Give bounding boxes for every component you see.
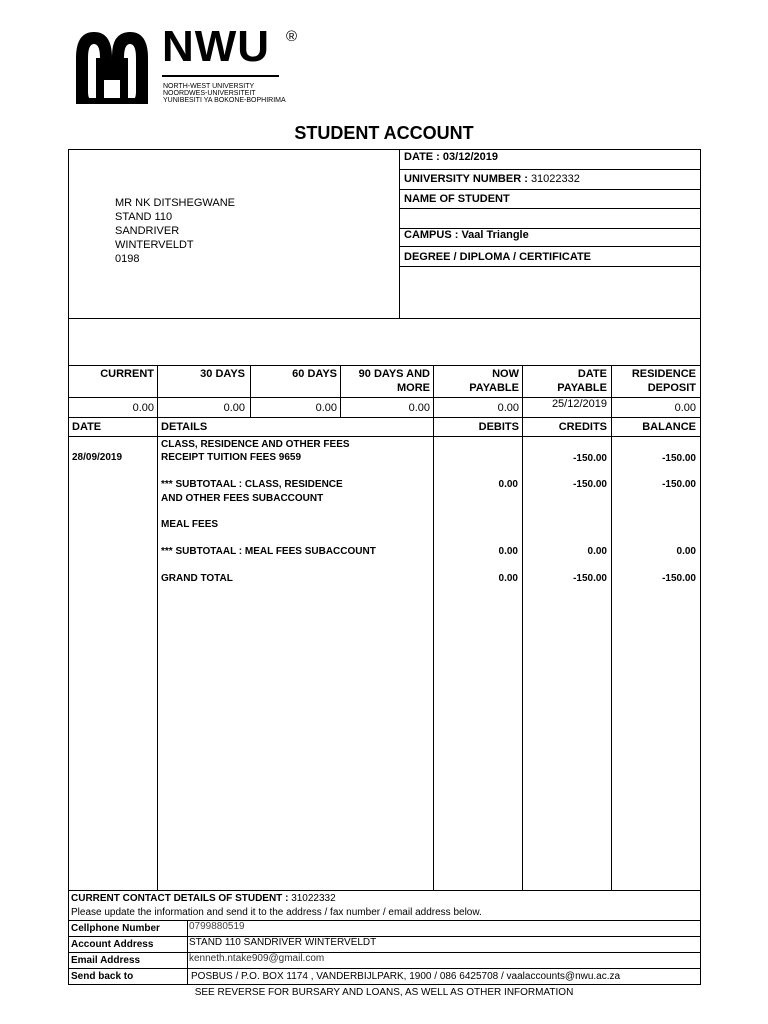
ledger-row-1-credit: -150.00	[573, 453, 607, 464]
ledger-row-2-balance: -150.00	[662, 479, 696, 490]
account-address-field[interactable]: STAND 110 SANDRIVER WINTERVELDT	[189, 937, 377, 948]
ledger-col-date: DATE	[72, 421, 102, 433]
ledger-row-2-details: *** SUBTOTAAL : CLASS, RESIDENCE	[161, 479, 343, 490]
aging-header-deposit-l1: RESIDENCE	[631, 368, 696, 380]
ledger-row-4-details: MEAL FEES	[161, 519, 219, 530]
aging-header-90-l2: MORE	[397, 382, 430, 394]
send-back-address: POSBUS / P.O. BOX 1174 , VANDERBIJLPARK, 1900 / 086 6425708 / vaalaccounts@nwu.ac.za	[191, 971, 621, 982]
ledger-row-6-debit: 0.00	[498, 573, 518, 584]
date-label: DATE : 03/12/2019	[404, 151, 498, 163]
cellphone-field[interactable]: 0799880519	[189, 921, 245, 932]
logo-line-1: NORTH-WEST UNIVERSITY	[163, 83, 255, 90]
logo-line-3: YUNIBESITI YA BOKONE-BOPHIRIMA	[163, 97, 286, 104]
ledger-row-2-debit: 0.00	[498, 479, 518, 490]
logo-brand: NWU	[162, 22, 271, 71]
ledger-row-5-details: *** SUBTOTAAL : MEAL FEES SUBACCOUNT	[161, 546, 376, 557]
university-number-value: 31022332	[530, 173, 580, 185]
address-line-3: SANDRIVER	[115, 225, 180, 237]
ledger-row-5-debit: 0.00	[498, 546, 518, 557]
aging-header-60: 60 DAYS	[292, 368, 337, 380]
aging-current: 0.00	[132, 402, 154, 414]
contact-heading-value: 31022332	[291, 893, 336, 904]
ledger-row-6-details: GRAND TOTAL	[161, 573, 233, 584]
ledger-row-0-details: CLASS, RESIDENCE AND OTHER FEES	[161, 439, 350, 450]
aging-header-date-l2: PAYABLE	[557, 382, 607, 394]
aging-date-payable: 25/12/2019	[551, 398, 607, 410]
campus-value: Vaal Triangle	[461, 229, 529, 241]
email-address-label: Email Address	[71, 955, 141, 966]
aging-90: 0.00	[408, 402, 430, 414]
ledger-row-5-credit: 0.00	[587, 546, 607, 557]
address-line-4: WINTERVELDT	[115, 239, 194, 251]
address-line-5: 0198	[115, 253, 140, 265]
logo-rule	[162, 75, 279, 77]
aging-30: 0.00	[223, 402, 245, 414]
aging-now-payable: 0.00	[497, 402, 519, 414]
cellphone-label: Cellphone Number	[71, 923, 160, 934]
logo-line-2: NOORDWES-UNIVERSITEIT	[163, 90, 256, 97]
name-of-student-label: NAME OF STUDENT	[404, 193, 510, 205]
aging-header-90-l1: 90 DAYS AND	[358, 368, 430, 380]
address-line-1: MR NK DITSHEGWANE	[115, 197, 235, 209]
nwu-emblem-icon	[72, 28, 152, 108]
ledger-row-1-balance: -150.00	[662, 453, 696, 464]
contact-heading: CURRENT CONTACT DETAILS OF STUDENT : 31022332	[71, 893, 336, 904]
university-number: UNIVERSITY NUMBER : 31022332	[404, 173, 580, 185]
aging-header-now-l1: NOW	[492, 368, 519, 380]
aging-60: 0.00	[315, 402, 337, 414]
ledger-col-credits: CREDITS	[558, 421, 607, 433]
footer-note: SEE REVERSE FOR BURSARY AND LOANS, AS WELL AS OTHER INFORMATION	[194, 987, 574, 998]
ledger-row-2-credit: -150.00	[573, 479, 607, 490]
email-address-field[interactable]: kenneth.ntake909@gmail.com	[189, 953, 325, 964]
statement-date: 03/12/2019	[442, 151, 498, 163]
ledger-col-details: DETAILS	[161, 421, 208, 433]
contact-instruction: Please update the information and send it to the address / fax number / email address below.	[71, 907, 482, 918]
account-address-label: Account Address	[71, 939, 154, 950]
ledger-row-6-balance: -150.00	[662, 573, 696, 584]
ledger-col-debits: DEBITS	[478, 421, 519, 433]
degree-label: DEGREE / DIPLOMA / CERTIFICATE	[404, 251, 592, 263]
aging-residence-deposit: 0.00	[674, 402, 696, 414]
registered-mark: ®	[286, 28, 298, 45]
ledger-row-1-date: 28/09/2019	[72, 452, 123, 463]
send-back-label: Send back to	[71, 971, 134, 982]
ledger-row-6-credit: -150.00	[573, 573, 607, 584]
address-line-2: STAND 110	[115, 211, 173, 223]
page-title: STUDENT ACCOUNT	[294, 123, 474, 143]
ledger-col-balance: BALANCE	[642, 421, 696, 433]
aging-header-now-l2: PAYABLE	[469, 382, 519, 394]
aging-header-date-l1: DATE	[577, 368, 607, 380]
aging-header-30: 30 DAYS	[200, 368, 245, 380]
ledger-row-5-balance: 0.00	[676, 546, 696, 557]
campus: CAMPUS : Vaal Triangle	[404, 229, 529, 241]
ledger-row-1-details: RECEIPT TUITION FEES 9659	[161, 452, 302, 463]
aging-header-deposit-l2: DEPOSIT	[647, 382, 696, 394]
account-frame	[68, 149, 701, 985]
nwu-logo	[72, 22, 302, 112]
aging-header-current: CURRENT	[100, 368, 154, 380]
ledger-row-3-details: AND OTHER FEES SUBACCOUNT	[161, 493, 324, 504]
